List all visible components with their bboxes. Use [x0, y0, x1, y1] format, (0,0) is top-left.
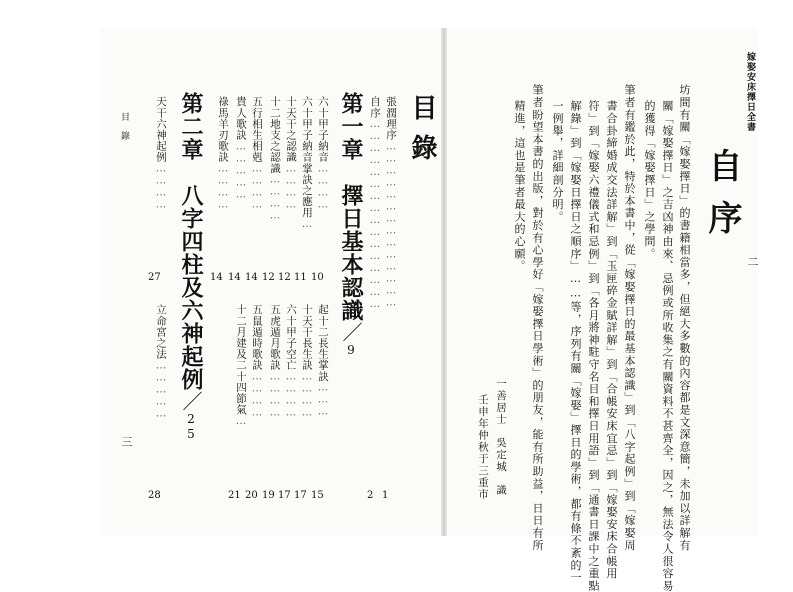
toc-page-number: 17 [294, 490, 307, 501]
toc-entry-label: 起十二長生掌訣 [317, 304, 329, 382]
toc-entry-preface[interactable] [368, 96, 383, 310]
preface-line-2: 關「嫁娶擇日」之吉凶神由來、忌例或所收集之有關資料不甚齊全，因之，無法令人很容易 [661, 100, 674, 592]
toc-entry-label: 十天干長生訣 [301, 304, 313, 371]
toc-page-number: 14 [245, 272, 258, 283]
preface-line-10: 精進，這也是筆者最大的心願。 [513, 100, 526, 273]
toc-entry-label: 六十甲子納音掌訣之應用 [301, 96, 313, 219]
toc-entry-label: 自序 [369, 96, 381, 119]
leader-dots: ………… [269, 173, 281, 222]
preface-title: 自序 [702, 148, 742, 252]
toc-entry-label: 五鼠遁時歌訣 [251, 304, 263, 371]
toc-entry[interactable] [154, 304, 169, 420]
toc-entry[interactable] [268, 96, 283, 222]
chapter-2-heading[interactable] [176, 92, 207, 442]
right-page-number: 二 [746, 256, 759, 267]
toc-entry[interactable] [250, 304, 265, 419]
toc-entry[interactable] [234, 96, 249, 200]
toc-entry[interactable] [300, 96, 315, 230]
toc-page-number: 14 [228, 272, 241, 283]
toc-entry-label: 立命宮之法 [155, 304, 167, 360]
preface-line-1: 坊間有關「嫁娶擇日」的書籍相當多，但絕大多數的內容都是文深意簡，未加以詳解有 [678, 84, 691, 552]
leader-dots: ………… [285, 370, 297, 419]
toc-entry[interactable] [316, 304, 331, 418]
toc-page-number: 11 [294, 272, 307, 283]
leader-dots: ………… [285, 162, 297, 211]
toc-page-number: 19 [262, 490, 275, 501]
toc-entry-label: 天干六神起例 [155, 96, 167, 163]
book-header: 嫁娶安床擇日全書 [745, 52, 755, 132]
toc-entry-label: 十天干之認識 [285, 96, 297, 163]
toc-entry-label: 十二地支之認識 [269, 96, 281, 174]
toc-page-number: 28 [148, 490, 161, 501]
toc-page-number: 27 [148, 272, 161, 283]
leader-dots: … [301, 218, 313, 231]
leader-dots: ……… [317, 381, 329, 418]
toc-entry[interactable] [154, 96, 169, 211]
toc-page-number: 21 [228, 490, 241, 501]
toc-entry[interactable] [250, 96, 265, 211]
leader-dots: ………… [155, 162, 167, 211]
toc-entry[interactable] [216, 96, 231, 211]
preface-line-3: 的獲得「嫁娶擇日」之學問。 [643, 100, 656, 260]
toc-page-number: 12 [262, 272, 275, 283]
leader-dots: …………………………………… [385, 140, 397, 309]
leader-dots: ………… [251, 162, 263, 211]
toc-entry-label: 十二月建及二十四節氣 [235, 304, 247, 415]
chapter-2-page: 25 [184, 412, 198, 442]
preface-signature: 一善居士 吳定城 識 [495, 378, 507, 496]
toc-entry[interactable] [284, 96, 299, 211]
toc-entry[interactable] [268, 304, 283, 419]
preface-line-9: 筆者盼望本書的出版，對於有心學好「嫁娶擇日學術」的朋友，能有所助益，日日有所 [531, 84, 544, 552]
preface-page [445, 28, 757, 536]
chapter-1-heading[interactable] [336, 92, 367, 358]
toc-page-number: 15 [311, 490, 324, 501]
preface-line-5: 書合卦締婚成交法詳解」到「玉匣碎金賦詳解」到「合帳安床宜忌」到「嫁娶安床合帳用 [605, 100, 618, 580]
toc-page-number: 2 [367, 490, 374, 501]
toc-entry-label: 張潤理序 [385, 96, 397, 141]
toc-entry-label: 祿馬羊刃歌訣 [217, 96, 229, 163]
toc-entry[interactable] [300, 304, 315, 419]
leader-dots: …………… [155, 359, 167, 420]
preface-date: 壬申年仲秋于三重市 [477, 394, 489, 501]
toc-entry[interactable] [284, 304, 299, 419]
toc-entry-label: 貴人歌訣 [235, 96, 247, 141]
chapter-2-title: 第二章 八字四柱及六神起例 [178, 92, 204, 391]
leader-dots: ………… [269, 370, 281, 419]
leader-dots: ………… [217, 162, 229, 211]
toc-page-number: 10 [311, 272, 324, 283]
leader-dots: … [235, 415, 247, 427]
leader-dots: ………… [301, 370, 313, 419]
toc-page-number: 20 [245, 490, 258, 501]
toc-entry-foreword[interactable] [384, 96, 399, 308]
toc-title: 目錄 [407, 94, 437, 174]
chapter-1-page: 9 [344, 343, 358, 358]
chapter-1-title: 第一章 擇日基本認識 [338, 92, 364, 322]
toc-entry-label: 六十甲子納音 [317, 96, 329, 163]
chapter-slash: ／ [179, 391, 203, 412]
book-spine [441, 28, 447, 536]
toc-page-number: 14 [210, 272, 223, 283]
left-page-number: 三 [120, 436, 133, 447]
toc-page-number: 17 [278, 490, 291, 501]
left-margin-label: 目 錄 [119, 112, 129, 140]
toc-entry[interactable] [234, 304, 249, 427]
toc-entry-label: 五虎遁月歌訣 [269, 304, 281, 371]
toc-page-number: 1 [382, 490, 389, 501]
leader-dots: …………… [235, 140, 247, 201]
toc-entry-label: 五行相生相剋 [251, 96, 263, 163]
toc-entry-label: 六十甲子空亡 [285, 304, 297, 371]
chapter-slash: ／ [339, 322, 363, 343]
preface-line-4: 筆者有鑑於此，特於本書中，從「嫁娶擇日的最基本認識」到「八字起例」到「嫁娶周 [623, 84, 636, 552]
leader-dots: ………………………………………… [369, 118, 381, 311]
toc-entry[interactable] [316, 96, 331, 211]
leader-dots: ………… [251, 370, 263, 419]
preface-line-7: 解錄」到「嫁娶日擇日之順序」……等，序列有關「嫁娶」擇日的學術，都有條不紊的一 [569, 100, 582, 584]
toc-page-number: 12 [278, 272, 291, 283]
preface-line-6: 符」到「嫁娶六禮儀式和忌例」到「各月將神駐守名目和擇日用語」到「通書日課中之重點 [587, 100, 600, 592]
preface-line-8: 一例舉，詳細剖分明。 [551, 100, 564, 223]
leader-dots: ………… [317, 162, 329, 211]
